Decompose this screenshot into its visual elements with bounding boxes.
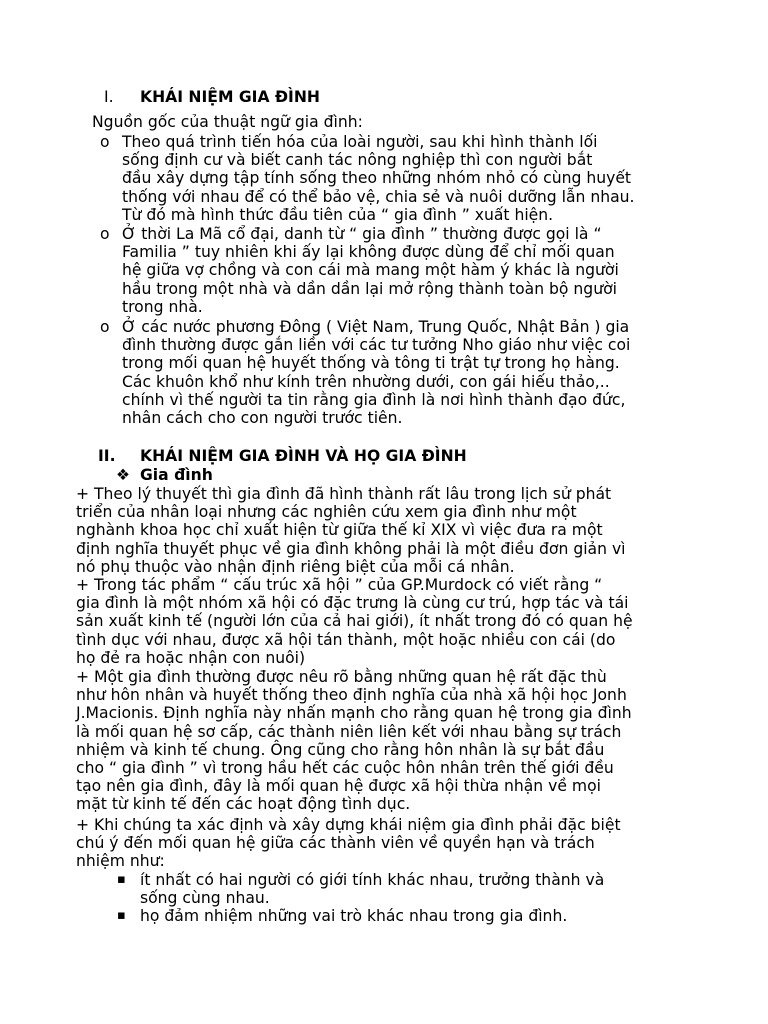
text-line: + Trong tác phẩm “ cấu trúc xã hội ” của GP.Murdock có viết rằng “ (76, 576, 603, 594)
text-line: thống với nhau để có thể bảo vệ, chia sẻ và nuôi dưỡng lẫn nhau. (122, 187, 635, 206)
text-line: Theo quá trình tiến hóa của loài người, sau khi hình thành lối (122, 133, 598, 151)
text-line: trong mối quan hệ huyết thống và tông ti trật tự trong họ hàng. (122, 354, 620, 373)
section-2-paragraph-3 (76, 668, 632, 814)
text-line: nhiệm và kinh tế chung. Ông cũng cho rằng hôn nhân là sự bắt đầu (76, 740, 605, 759)
text-line: như hôn nhân và huyết thống theo định nghĩa của nhà xã hội học Jonh (76, 686, 627, 705)
section-1-number: I. (104, 88, 114, 106)
section-2-title: KHÁI NIỆM GIA ĐÌNH VÀ HỌ GIA ĐÌNH (140, 447, 467, 465)
section-2-paragraph-2 (76, 576, 633, 667)
text-line: + Khi chúng ta xác định và xây dựng khái niệm gia đình phải đặc biệt (76, 816, 621, 834)
square-bullet-icon: ▪ (117, 872, 126, 887)
text-line: sản xuất kinh tế (người lớn của cả hai giới), ít nhất trong đó có quan hệ (76, 612, 633, 631)
text-line: triển của nhân loại nhưng các nghiên cứu xem gia đình như một (76, 503, 577, 522)
square-bullet-icon: ▪ (117, 908, 126, 923)
text-line: hệ giữa vợ chồng và con cái mà mang một hàm ý khác là người (122, 261, 619, 280)
text-line: đầu xây dựng tập tính sống theo những nhóm nhỏ có cùng huyết (122, 169, 632, 188)
subheading-gia-dinh: Gia đình (140, 466, 213, 484)
text-line: gia đình là một nhóm xã hội có đặc trưng là cùng cư trú, hợp tác và tái (76, 594, 629, 613)
text-line: Các khuôn khổ như kính trên nhường dưới, con gái hiếu thảo,.. (122, 372, 610, 391)
text-line: tình dục với nhau, được xã hội tán thành, một hoặc nhiều con cái (do (76, 630, 616, 649)
square-bullet-item-1 (140, 871, 604, 907)
text-line: hầu trong một nhà và dần dần lại mở rộng thành toàn bộ người (122, 279, 617, 298)
text-line: sống định cư và biết canh tác nông nghiệp thì con người bắt (122, 151, 593, 170)
section-1-bullet-1 (122, 133, 635, 224)
text-line: mặt từ kinh tế đến các hoạt động tình dục. (76, 795, 411, 814)
text-line: + Một gia đình thường được nêu rõ bằng những quan hệ rất đặc thù (76, 668, 607, 686)
section-2-number: II. (98, 447, 116, 465)
bullet-marker: o (100, 225, 110, 243)
section-1-title: KHÁI NIỆM GIA ĐÌNH (140, 88, 320, 106)
section-1-bullet-2 (122, 225, 619, 316)
diamond-bullet-icon: ❖ (116, 466, 130, 484)
text-line: Ở các nước phương Đông ( Việt Nam, Trung Quốc, Nhật Bản ) gia (122, 318, 630, 336)
text-line: định nghĩa thuyết phục về gia đình không phải là một điều đơn giản vì (76, 539, 626, 558)
text-line: trong nhà. (122, 297, 203, 316)
square-bullet-item-2 (140, 907, 567, 925)
text-line: + Theo lý thuyết thì gia đình đã hình thành rất lâu trong lịch sử phát (76, 485, 612, 503)
section-2-paragraph-4 (76, 816, 621, 871)
text-line: nó phụ thuộc vào nhận định riêng biệt của mỗi cá nhân. (76, 557, 515, 576)
bullet-marker: o (100, 133, 110, 151)
text-line: họ đảm nhiệm những vai trò khác nhau trong gia đình. (140, 907, 568, 925)
text-line: sống cùng nhau. (140, 889, 270, 908)
text-line: chú ý đến mối quan hệ giữa các thành viên về quyền hạn và trách (76, 834, 595, 853)
section-2-paragraph-1 (76, 485, 626, 576)
text-line: là mối quan hệ sơ cấp, các thành niên liên kết với nhau bằng sự trách (76, 722, 622, 741)
text-line: tạo nên gia đình, đây là mối quan hệ được xã hội thừa nhận về mọi (76, 777, 601, 796)
text-line: họ đẻ ra hoặc nhận con nuôi) (76, 648, 306, 667)
text-line: Từ đó mà hình thức đầu tiên của “ gia đình ” xuất hiện. (122, 205, 554, 224)
text-line: ít nhất có hai người có giới tính khác nhau, trưởng thành và (140, 871, 605, 889)
text-line: nhân cách cho con người trước tiên. (122, 409, 403, 428)
bullet-marker: o (100, 318, 110, 336)
text-line: Familia ” tuy nhiên khi ấy lại không được dùng để chỉ mối quan (122, 243, 615, 262)
text-line: J.Macionis. Định nghĩa này nhấn mạnh cho rằng quan hệ trong gia đình (76, 704, 632, 723)
text-line: chính vì thế người ta tin rằng gia đình là nơi hình thành đạo đức, (122, 390, 626, 409)
section-1-bullet-3 (122, 318, 630, 427)
text-line: nghành khoa học chỉ xuất hiện từ giữa thế kỉ XIX vì việc đưa ra một (76, 521, 603, 540)
text-line: Ở thời La Mã cổ đại, danh từ “ gia đình ” thường được gọi là “ (122, 225, 602, 243)
section-1-intro: Nguồn gốc của thuật ngữ gia đình: (92, 113, 363, 131)
text-line: nhiệm như: (76, 852, 165, 871)
text-line: đình thường được gắn liền với các tư tưởng Nho giáo như việc coi (122, 336, 631, 355)
text-line: cho “ gia đình ” vì trong hầu hết các cuộc hôn nhân trên thế giới đều (76, 759, 614, 778)
